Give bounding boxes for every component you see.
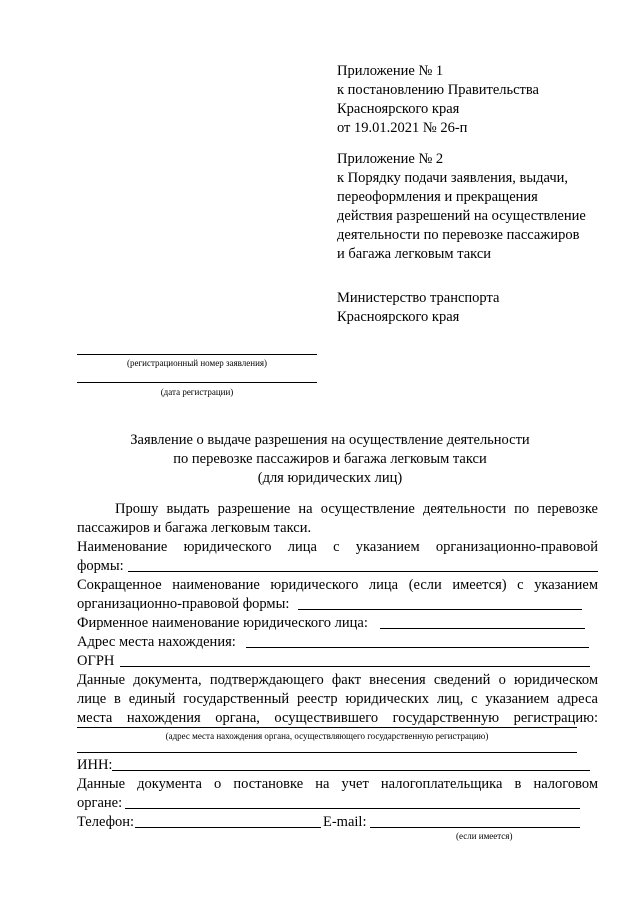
appendix-2-title: Приложение № 2	[337, 151, 444, 167]
appendix-1-date-number: от 19.01.2021 № 26-п	[337, 120, 468, 136]
tax-label-1: Данные документа о постановке на учет налогоплательщика в налоговом	[77, 776, 598, 792]
appendix-2-line-6: и багажа легковым такси	[337, 246, 492, 262]
appendix-1-region: Красноярского края	[337, 101, 460, 117]
registration-date-caption: (дата регистрации)	[160, 387, 234, 397]
title-line-2: по перевозке пассажиров и багажа легковым такси	[173, 451, 487, 467]
phone-label: Телефон:	[77, 814, 135, 830]
title-line-3: (для юридических лиц)	[257, 470, 403, 486]
appendix-1-title: Приложение № 1	[337, 63, 444, 79]
inn-label: ИНН:	[77, 757, 113, 773]
appendix-2-line-5: деятельности по перевозке пассажиров	[337, 227, 580, 243]
legal-name-label-1: Наименование юридического лица с указанием организационно-правовой	[77, 539, 598, 555]
appendix-2-line-3: переоформления и прекращения	[337, 189, 538, 205]
inn-field[interactable]	[112, 770, 590, 771]
addressee-line-2: Красноярского края	[337, 309, 460, 325]
egrul-field[interactable]	[77, 727, 577, 728]
short-name-field[interactable]	[298, 609, 582, 610]
ogrn-label: ОГРН	[77, 653, 115, 669]
phone-field[interactable]	[135, 827, 321, 828]
egrul-label-2: лице в единый государственный реестр юридических лиц, с указанием адреса	[77, 691, 598, 707]
appendix-1-reference: к постановлению Правительства	[337, 82, 539, 98]
short-name-label-2: организационно-правовой формы:	[77, 596, 290, 612]
request-line-1: Прошу выдать разрешение на осуществление деятельности по перевозке	[115, 501, 598, 517]
request-line-2: пассажиров и багажа легковым такси.	[77, 520, 312, 536]
address-label: Адрес места нахождения:	[77, 634, 236, 650]
email-caption: (если имеется)	[456, 831, 513, 841]
addressee-line-1: Министерство транспорта	[337, 290, 500, 306]
email-label: E-mail:	[323, 814, 367, 830]
short-name-label-1: Сокращенное наименование юридического лица (если имеется) с указанием	[77, 577, 598, 593]
registration-date-field[interactable]	[77, 382, 317, 383]
address-field[interactable]	[246, 647, 589, 648]
appendix-2-line-4: действия разрешений на осуществление	[337, 208, 586, 224]
registration-number-field[interactable]	[77, 354, 317, 355]
legal-name-field[interactable]	[128, 571, 598, 572]
tax-label-2: органе:	[77, 795, 123, 811]
egrul-label-1: Данные документа, подтверждающего факт внесения сведений о юридическом	[77, 672, 598, 688]
egrul-field-2[interactable]	[77, 752, 577, 753]
email-field[interactable]	[370, 827, 580, 828]
tax-field[interactable]	[125, 808, 580, 809]
registration-number-caption: (регистрационный номер заявления)	[126, 358, 268, 368]
legal-name-label-2: формы:	[77, 558, 124, 574]
egrul-caption: (адрес места нахождения органа, осуществляющего государственную регистрацию)	[165, 731, 489, 741]
ogrn-field[interactable]	[120, 666, 590, 667]
egrul-label-3: места нахождения органа, осуществившего государственную регистрацию:	[77, 710, 598, 726]
brand-name-field[interactable]	[380, 628, 585, 629]
title-line-1: Заявление о выдаче разрешения на осуществление деятельности	[130, 432, 530, 448]
brand-name-label: Фирменное наименование юридического лица:	[77, 615, 368, 631]
appendix-2-line-2: к Порядку подачи заявления, выдачи,	[337, 170, 569, 186]
